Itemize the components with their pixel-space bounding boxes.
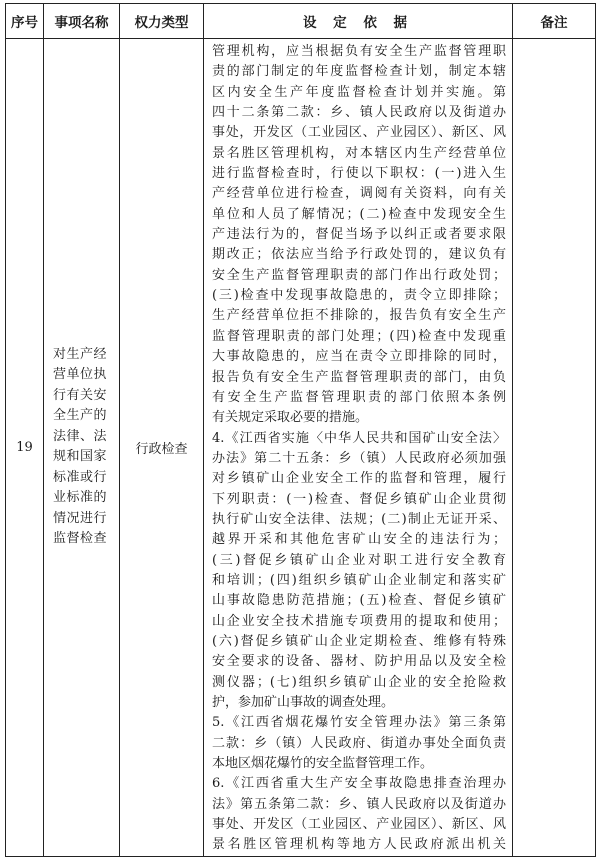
basis-line: 二款：乡（镇）人民政府、街道办事处全面负责 [212,735,506,751]
remarks-cell [513,39,596,857]
item-name-line: 监督检查 [53,531,108,547]
basis-line: 安全生产监督管理职责的部门作出行政处罚； [212,267,506,283]
basis-line: 事处、开发区（工业园区、产业园区）、新区、风 [212,817,506,833]
basis-line: 本地区烟花爆竹的安全监督管理工作。 [212,756,434,772]
basis-line: 区内安全生产年度监督检查计划并实施。第 [212,84,506,100]
basis-line: 5.《江西省烟花爆竹安全管理办法》第三条第 [212,715,506,731]
item-name-line: 业标准的 [53,490,108,506]
basis-line: 监督管理职责的部门处理；(四)检查中发现重 [212,328,506,344]
basis-line: 景名胜区管理机构，对本辖区内生产经营单位 [212,145,506,161]
basis-line: 产经营单位进行检查，调阅有关资料，向有关 [212,186,506,202]
basis-line: 有关规定采取必要的措施。 [212,410,369,426]
basis-line: 事处，开发区（工业园区、产业园区）、新区、风 [212,125,506,141]
header-item-name: 事项名称 [44,4,120,39]
item-name-line: 全生产的 [53,408,108,424]
basis-line: 测仪器；(七)组织乡镇矿山企业的安全抢险救 [212,674,506,690]
basis-line: (六)督促乡镇矿山企业定期检查、维修有特殊 [212,633,506,649]
basis-line: 大事故隐患的，应当在责令立即排除的同时， [212,349,506,365]
item-name-line: 行有关安 [53,387,108,403]
basis-line: 产违法行为的，督促当场予以纠正或者要求限 [212,227,506,243]
header-basis: 设 定 依 据 [204,4,513,39]
item-name-line: 情况进行 [53,510,108,526]
item-name-line: 对生产经 [53,346,108,362]
item-name-line: 营单位执 [53,367,108,383]
item-name-line: 规和国家 [53,449,108,465]
basis-line: 景名胜区管理机构等地方人民政府派出机关 [212,837,506,853]
basis-line: 生产经营单位拒不排除的，报告负有安全生产 [212,308,506,324]
basis-line: 对乡镇矿山企业安全工作的监督和管理，履行 [212,471,506,487]
basis-line: (三)督促乡镇矿山企业对职工进行安全教育 [212,552,506,568]
header-remarks: 备注 [513,4,596,39]
basis-line: (三)检查中发现事故隐患的，责令立即排除； [212,288,506,304]
header-power-type: 权力类型 [120,4,204,39]
item-name-line: 标准或行 [53,469,108,485]
basis-cell [204,39,513,857]
basis-line: 下列职责：(一)检查、督促乡镇矿山企业贯彻 [212,491,506,507]
basis-line: 越界开采和其他危害矿山安全的违法行为； [212,532,506,548]
basis-line: 进行监督检查时，行使以下职权：(一)进入生 [212,166,506,182]
basis-line: 单位和人员了解情况；(二)检查中发现安全生 [212,206,506,222]
basis-line: 护，参加矿山事故的调查处理。 [212,695,395,710]
table-row [6,39,596,857]
basis-line: 4.《江西省实施〈中华人民共和国矿山安全法〉 [212,430,506,446]
basis-line: 管理机构，应当根据负有安全生产监督管理职 [212,44,506,59]
basis-line: 期改正；依法应当给予行政处罚的，建议负有 [212,247,506,263]
basis-line: 安全要求的设备、器材、防护用品以及安全检 [212,654,506,670]
power-list-table [5,3,596,857]
basis-line: 四十二条第二款：乡、镇人民政府以及街道办 [212,105,506,121]
basis-line: 执行矿山安全法律、法规；(二)制止无证开采、 [212,511,506,527]
seq-cell: 19 [6,39,44,857]
header-seq: 序号 [6,4,44,39]
basis-line: 办法》第二十五条：乡（镇）人民政府必须加强 [212,450,506,466]
basis-line: 山事故隐患防范措施；(五)检查、督促乡镇矿 [212,593,506,609]
basis-line: 责的部门制定的年度监督检查计划，制定本辖 [212,64,506,80]
basis-line: 6.《江西省重大生产安全事故隐患排查治理办 [212,776,506,792]
basis-line: 法》第五条第二款：乡、镇人民政府以及街道办 [212,796,506,812]
basis-line: 山企业安全技术措施专项费用的提取和使用； [212,613,506,629]
header-row [6,4,596,39]
basis-line: 有安全生产监督管理职责的部门依照本条例 [212,389,506,405]
basis-line: 和培训；(四)组织乡镇矿山企业制定和落实矿 [212,572,506,588]
power-type-cell: 行政检查 [120,39,204,857]
item-name-line: 法律、法 [53,428,108,444]
item-name-cell [44,39,120,857]
basis-line: 报告负有安全生产监督管理职责的部门，由负 [212,369,506,385]
